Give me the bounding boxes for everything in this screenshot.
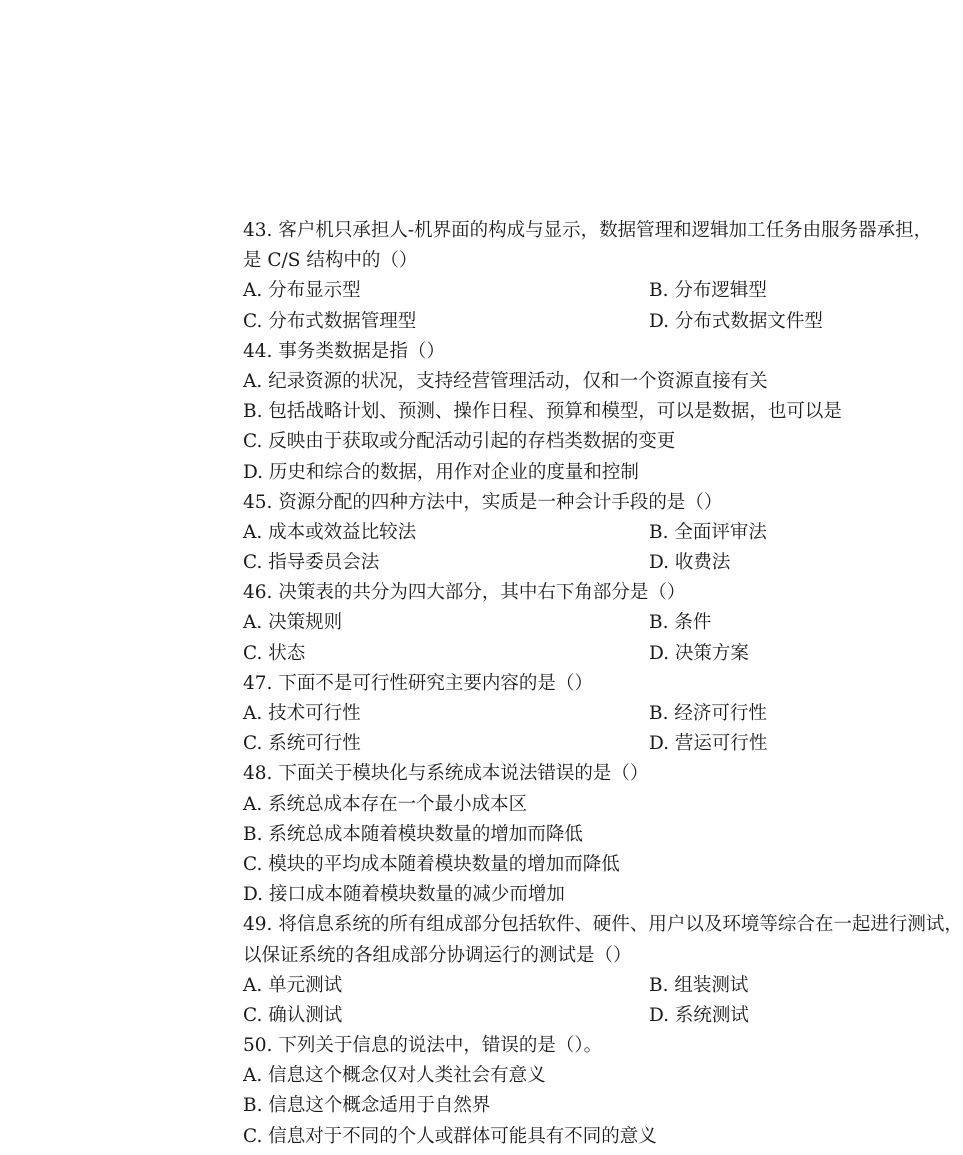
option-b: B. 系统总成本随着模块数量的增加而降低 (243, 823, 583, 845)
option-a: A. 纪录资源的状况，支持经营管理活动，仅和一个资源直接有关 (243, 370, 768, 392)
question-text: 事务类数据是指（） (278, 340, 445, 362)
option-c: C. 反映由于获取或分配活动引起的存档类数据的变更 (243, 431, 676, 453)
question-text: 资源分配的四种方法中，实质是一种会计手段的是（） (278, 491, 723, 513)
option-d: D. 决策方案 (649, 642, 749, 664)
option-d: D. 接口成本随着模块数量的减少而增加 (243, 884, 565, 906)
question-49-stem (243, 910, 963, 940)
option-row (243, 1001, 893, 1031)
question-number: 47. (243, 672, 273, 694)
option-c: C. 状态 (243, 642, 306, 664)
option-c: C. 分布式数据管理型 (243, 310, 417, 332)
question-number: 45. (243, 491, 273, 513)
option-b: B. 经济可行性 (649, 703, 767, 724)
option-a: A. 信息这个概念仅对人类社会有意义 (243, 1065, 546, 1087)
question-number: 49. (243, 914, 273, 936)
question-text: 下面不是可行性研究主要内容的是（） (278, 672, 593, 694)
option-c: C. 确认测试 (243, 1004, 343, 1026)
option-a: A. 成本或效益比较法 (243, 521, 417, 543)
question-47-stem (243, 669, 893, 699)
question-text: 客户机只承担人-机界面的构成与显示，数据管理和逻辑加工任务由服务器承担， (278, 220, 933, 241)
question-text: 下列关于信息的说法中，错误的是（）。 (278, 1035, 603, 1057)
question-number: 44. (243, 340, 273, 362)
option-c: C. 模块的平均成本随着模块数量的增加而降低 (243, 853, 620, 875)
option-c: C. 系统可行性 (243, 733, 361, 755)
question-43-stem (243, 216, 933, 246)
question-text: 下面关于模块化与系统成本说法错误的是（） (278, 763, 649, 785)
option-row (243, 276, 893, 306)
option-b: B. 组装测试 (649, 974, 749, 996)
question-number: 43. (243, 220, 273, 241)
option-a: A. 决策规则 (243, 612, 343, 634)
option-a: A. 系统总成本存在一个最小成本区 (243, 793, 528, 815)
option-d: D. 历史和综合的数据，用作对企业的度量和控制 (243, 461, 639, 483)
option-b: B. 全面评审法 (649, 521, 767, 543)
option-a: A. 单元测试 (243, 974, 343, 996)
option-row (243, 608, 893, 638)
option-b: B. 条件 (649, 612, 712, 634)
option-row (243, 548, 893, 578)
question-45-stem (243, 488, 893, 518)
option-row (243, 729, 893, 759)
option-row (243, 639, 893, 669)
option-a: A. 技术可行性 (243, 703, 361, 724)
question-text: 决策表的共分为四大部分，其中右下角部分是（） (278, 582, 686, 604)
question-43-stem-cont: 是 C/S 结构中的（） (243, 250, 418, 272)
option-c: C. 信息对于不同的个人或群体可能具有不同的意义 (243, 1125, 657, 1147)
option-c: C. 指导委员会法 (243, 552, 380, 574)
question-48-stem (243, 759, 893, 789)
question-46-stem (243, 578, 893, 608)
question-number: 46. (243, 582, 273, 604)
option-row (243, 518, 893, 548)
question-50-stem (243, 1031, 893, 1061)
option-d: D. 收费法 (649, 552, 731, 574)
question-number: 50. (243, 1035, 273, 1057)
option-b: B. 包括战略计划、预测、操作日程、预算和模型，可以是数据，也可以是 (243, 401, 842, 423)
option-d: D. 营运可行性 (649, 733, 768, 755)
option-row (243, 699, 893, 729)
question-text: 将信息系统的所有组成部分包括软件、硬件、用户以及环境等综合在一起进行测试， (278, 914, 963, 936)
option-d: D. 分布式数据文件型 (649, 310, 823, 332)
question-44-stem (243, 337, 893, 367)
option-row (243, 307, 893, 337)
option-b: B. 分布逻辑型 (649, 280, 767, 302)
question-number: 48. (243, 763, 273, 785)
option-b: B. 信息这个概念适用于自然界 (243, 1095, 491, 1117)
option-row (243, 971, 893, 1001)
exam-document (243, 216, 963, 1152)
option-d: D. 系统测试 (649, 1004, 749, 1026)
question-49-stem-cont: 以保证系统的各组成部分协调运行的测试是（） (243, 944, 632, 966)
option-a: A. 分布显示型 (243, 280, 361, 302)
